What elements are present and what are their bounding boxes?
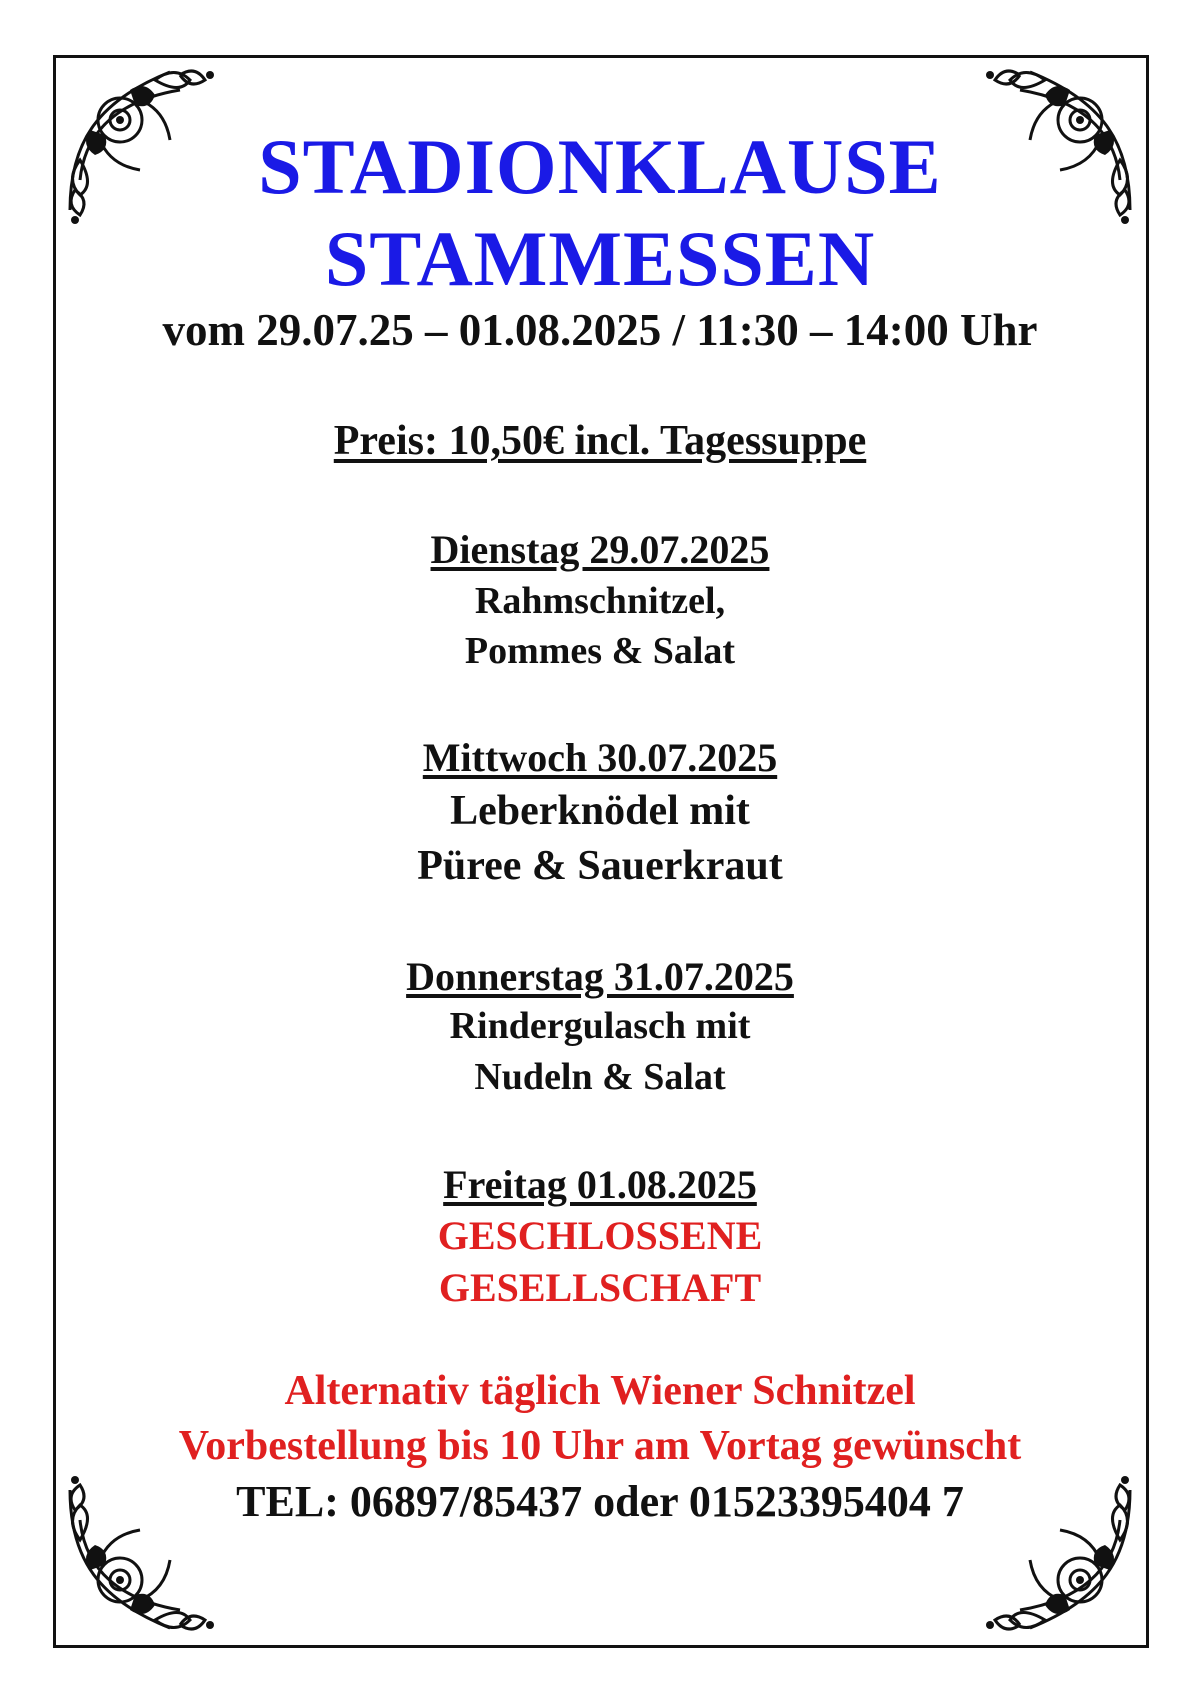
day-heading-thursday: Donnerstag 31.07.2025	[406, 954, 794, 999]
price-text: Preis: 10,50€ incl. Tagessuppe	[333, 418, 867, 464]
friday-closed-line-1: GESCHLOSSENE	[437, 1213, 763, 1258]
title-line-1: STADIONKLAUSE	[258, 123, 942, 210]
period-text: vom 29.07.25 – 01.08.2025 / 11:30 – 14:00 Uhr	[162, 305, 1038, 355]
preorder-note: Vorbestellung bis 10 Uhr am Vortag gewünscht	[178, 1423, 1022, 1469]
dish-wednesday-line-2: Püree & Sauerkraut	[417, 843, 783, 889]
alternative-note: Alternativ täglich Wiener Schnitzel	[284, 1368, 916, 1414]
dish-thursday-line-1: Rindergulasch mit	[449, 1005, 751, 1047]
day-heading-wednesday: Mittwoch 30.07.2025	[422, 735, 778, 780]
title-line-2: STAMMESSEN	[324, 215, 876, 302]
dish-tuesday-line-1: Rahmschnitzel,	[474, 580, 726, 622]
dish-wednesday-line-1: Leberknödel mit	[450, 788, 750, 834]
dish-tuesday-line-2: Pommes & Salat	[464, 630, 736, 672]
dish-thursday-line-2: Nudeln & Salat	[474, 1056, 726, 1098]
friday-closed-line-2: GESELLSCHAFT	[438, 1265, 762, 1310]
day-heading-friday: Freitag 01.08.2025	[443, 1162, 757, 1207]
phone-number: TEL: 06897/85437 oder 01523395404 7	[236, 1477, 964, 1526]
day-heading-tuesday: Dienstag 29.07.2025	[430, 527, 770, 572]
